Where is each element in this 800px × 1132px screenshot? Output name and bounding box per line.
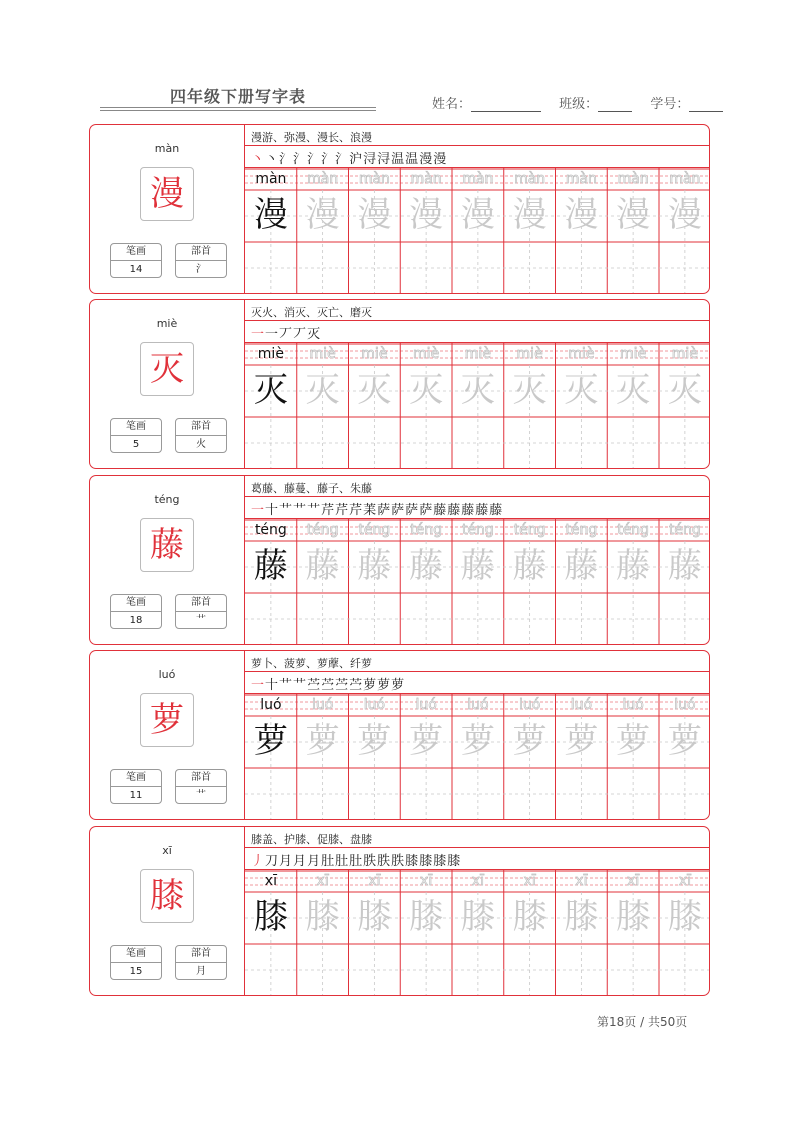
stroke-order-step: 藤 [475, 503, 490, 518]
name-label: 姓名： [432, 97, 472, 112]
cell-pinyin: téng [565, 522, 598, 538]
stroke-order-step: 氵 [321, 152, 336, 167]
cell-pinyin: téng [668, 522, 701, 538]
title-underline [100, 107, 376, 108]
character-info-panel [90, 827, 245, 995]
cell-character: 萝 [564, 721, 599, 761]
radical-label: 部首 [176, 244, 226, 261]
stroke-order-step: 苎 [321, 678, 336, 693]
stroke-order-step: 膝 [405, 854, 420, 869]
stroke-count-box [110, 243, 162, 278]
cell-character: 灭 [357, 370, 392, 410]
cell-pinyin: xī [627, 873, 640, 889]
stroke-order-step: 艹 [293, 503, 308, 518]
stroke-order-step: 十 [265, 503, 280, 518]
stroke-count-label: 笔画 [111, 770, 161, 787]
stroke-order-step: 肚 [349, 854, 364, 869]
radical-value: 艹 [196, 790, 206, 801]
cell-character: 藤 [305, 546, 340, 586]
cell-pinyin: luó [311, 697, 334, 713]
radical-label: 部首 [176, 770, 226, 787]
cell-character: 膝 [305, 897, 340, 937]
radical-value: 月 [196, 966, 206, 977]
cell-character: 萝 [667, 721, 702, 761]
cell-pinyin: miè [309, 346, 336, 362]
cell-pinyin: miè [413, 346, 440, 362]
cell-pinyin: màn [617, 171, 649, 187]
cell-pinyin: xī [575, 873, 588, 889]
cell-character: 灭 [305, 370, 340, 410]
cell-character: 膝 [460, 897, 495, 937]
cell-pinyin: màn [514, 171, 546, 187]
cell-character: 漫 [409, 195, 444, 235]
cell-pinyin: luó [518, 697, 541, 713]
cell-character: 漫 [512, 195, 547, 235]
cell-character: 萝 [357, 721, 392, 761]
stroke-order-step: 藤 [433, 503, 448, 518]
character-info-panel [90, 125, 245, 293]
cell-pinyin: téng [358, 522, 391, 538]
cell-character: 漫 [616, 195, 651, 235]
practice-area [245, 827, 709, 995]
cell-character: 萝 [253, 721, 288, 761]
cell-character: 藤 [357, 546, 392, 586]
cell-pinyin: luó [260, 697, 282, 713]
cell-pinyin: téng [461, 522, 494, 538]
cell-pinyin: luó [674, 697, 696, 713]
character-display-box [140, 869, 194, 923]
cell-character: 膝 [357, 897, 392, 937]
radical-label: 部首 [176, 946, 226, 963]
cell-pinyin: miè [568, 346, 595, 362]
cell-character: 藤 [253, 546, 288, 586]
stroke-order-step: 膝 [433, 854, 448, 869]
stroke-order-step: 苎 [307, 678, 322, 693]
stroke-order-step: 艹 [279, 678, 294, 693]
stroke-order-step: 一 [251, 327, 266, 342]
stroke-order-row [251, 323, 321, 342]
stroke-order-step: 丿 [251, 854, 266, 869]
stroke-order-row [251, 148, 447, 167]
practice-area [245, 476, 709, 644]
stroke-count-label: 笔画 [111, 419, 161, 436]
pinyin-label: luó [158, 668, 176, 681]
stroke-count-box [110, 945, 162, 980]
cell-character: 灭 [512, 370, 547, 410]
cell-character: 膝 [409, 897, 444, 937]
title-underline-double [100, 110, 376, 111]
stroke-order-step: 十 [265, 678, 280, 693]
stroke-order-step: 艹 [293, 678, 308, 693]
page-title: 四年级下册写字表 [169, 87, 306, 106]
stroke-order-step: 萨 [405, 503, 420, 518]
name-input-line[interactable] [471, 97, 541, 112]
stroke-order-step: 萝 [377, 678, 392, 693]
cell-character: 萝 [616, 721, 651, 761]
cell-character: 膝 [616, 897, 651, 937]
stroke-order-step: 藤 [447, 503, 462, 518]
cell-pinyin: miè [671, 346, 698, 362]
character-info-panel [90, 651, 245, 819]
cell-pinyin: téng [617, 522, 650, 538]
cell-pinyin: xī [264, 873, 277, 889]
radical-label: 部首 [176, 595, 226, 612]
cell-pinyin: miè [361, 346, 388, 362]
cell-pinyin: xī [678, 873, 691, 889]
word-examples: 膝盖、护膝、促膝、盘膝 [251, 833, 372, 846]
writing-grid [245, 870, 709, 995]
stroke-count-box [110, 594, 162, 629]
stroke-count-value: 15 [129, 966, 143, 977]
radical-value: 艹 [196, 615, 206, 626]
pinyin-label: miè [156, 317, 178, 330]
stroke-count-label: 笔画 [111, 244, 161, 261]
stroke-order-step: 胅 [377, 854, 392, 869]
cell-character: 灭 [253, 370, 288, 410]
divider [245, 496, 709, 497]
stroke-order-row [251, 674, 405, 693]
stroke-order-step: 萨 [377, 503, 392, 518]
divider [245, 145, 709, 146]
cell-pinyin: téng [410, 522, 443, 538]
stroke-order-step: 一 [251, 678, 266, 693]
cell-pinyin: téng [306, 522, 339, 538]
stroke-count-value: 14 [129, 264, 143, 275]
featured-character: 灭 [150, 349, 184, 389]
cell-character: 萝 [512, 721, 547, 761]
cell-character: 萝 [305, 721, 340, 761]
radical-box [175, 769, 227, 804]
cell-pinyin: màn [358, 171, 390, 187]
cell-pinyin: xī [523, 873, 536, 889]
practice-area [245, 651, 709, 819]
cell-pinyin: màn [669, 171, 701, 187]
writing-grid [245, 343, 709, 468]
page-number: 第18页 / 共50页 [597, 1015, 688, 1029]
cell-pinyin: luó [570, 697, 593, 713]
stroke-order-step: 䒹 [363, 503, 378, 518]
cell-pinyin: xī [368, 873, 381, 889]
character-card [89, 124, 710, 294]
writing-grid [245, 694, 709, 819]
stroke-order-step: 膝 [419, 854, 434, 869]
cell-character: 萝 [409, 721, 444, 761]
cell-character: 藤 [667, 546, 702, 586]
featured-character: 漫 [150, 174, 184, 214]
featured-character: 萝 [150, 700, 184, 740]
cell-character: 灭 [409, 370, 444, 410]
radical-value: 氵 [196, 264, 206, 275]
class-label: 班级： [559, 97, 599, 112]
stroke-order-step: 丶 [265, 152, 280, 167]
stroke-order-step: 氵 [335, 152, 350, 167]
cell-pinyin: luó [363, 697, 386, 713]
stroke-order-step: 温 [405, 152, 420, 167]
radical-box [175, 594, 227, 629]
stroke-order-step: 一 [251, 503, 266, 518]
cell-pinyin: màn [410, 171, 442, 187]
cell-pinyin: xī [420, 873, 433, 889]
stroke-count-value: 11 [129, 790, 143, 801]
cell-character: 灭 [564, 370, 599, 410]
stroke-count-label: 笔画 [111, 595, 161, 612]
writing-grid [245, 168, 709, 293]
cell-pinyin: xī [471, 873, 484, 889]
cell-character: 漫 [357, 195, 392, 235]
radical-box [175, 945, 227, 980]
cell-pinyin: luó [415, 697, 437, 713]
stroke-order-step: 灭 [307, 327, 322, 342]
writing-grid [245, 519, 709, 644]
featured-character: 膝 [150, 876, 184, 916]
stroke-order-step: 芹 [321, 503, 336, 518]
practice-area [245, 300, 709, 468]
stroke-count-label: 笔画 [111, 946, 161, 963]
class-input-line[interactable] [598, 97, 632, 112]
pinyin-label: màn [154, 142, 180, 155]
stroke-order-step: 月 [293, 854, 308, 869]
character-card [89, 650, 710, 820]
stroke-order-step: 刀 [265, 854, 280, 869]
cell-pinyin: xī [316, 873, 329, 889]
character-display-box [140, 167, 194, 221]
stroke-order-step: 膝 [447, 854, 462, 869]
radical-box [175, 243, 227, 278]
cell-pinyin: màn [565, 171, 597, 187]
stroke-order-step: 藤 [489, 503, 504, 518]
stroke-order-step: 萝 [363, 678, 378, 693]
cell-character: 藤 [616, 546, 651, 586]
cell-pinyin: miè [620, 346, 647, 362]
cell-pinyin: luó [622, 697, 644, 713]
stroke-count-box [110, 418, 162, 453]
stroke-order-step: 萝 [391, 678, 406, 693]
stroke-count-value: 5 [132, 439, 140, 450]
stroke-order-step: 一 [265, 327, 280, 342]
pinyin-label: xī [162, 844, 172, 857]
stroke-order-row [251, 499, 503, 518]
pinyin-label: téng [154, 493, 180, 506]
cell-character: 膝 [564, 897, 599, 937]
cell-pinyin: miè [257, 346, 284, 362]
cell-character: 漫 [253, 195, 288, 235]
stroke-order-step: 氵 [279, 152, 294, 167]
stroke-order-step: 漫 [433, 152, 448, 167]
divider [245, 847, 709, 848]
stroke-order-step: 月 [307, 854, 322, 869]
stroke-order-step: 浔 [377, 152, 392, 167]
cell-character: 藤 [409, 546, 444, 586]
cell-character: 膝 [667, 897, 702, 937]
cell-character: 膝 [253, 897, 288, 937]
cell-character: 藤 [512, 546, 547, 586]
radical-box [175, 418, 227, 453]
character-info-panel [90, 300, 245, 468]
stroke-order-step: 艹 [307, 503, 322, 518]
cell-character: 漫 [667, 195, 702, 235]
character-display-box [140, 693, 194, 747]
word-examples: 漫游、弥漫、漫长、浪漫 [251, 131, 372, 144]
id-label: 学号： [650, 97, 690, 112]
cell-pinyin: màn [255, 171, 287, 187]
cell-pinyin: miè [464, 346, 491, 362]
word-examples: 萝卜、菠萝、萝藦、纤萝 [251, 657, 372, 670]
stroke-order-step: 芹 [349, 503, 364, 518]
character-card [89, 299, 710, 469]
character-display-box [140, 518, 194, 572]
stroke-order-step: 苎 [335, 678, 350, 693]
character-card [89, 826, 710, 996]
stroke-count-box [110, 769, 162, 804]
cell-character: 漫 [564, 195, 599, 235]
character-info-panel [90, 476, 245, 644]
stroke-order-step: 丆 [279, 327, 294, 342]
student-info-fields [432, 93, 723, 112]
stroke-order-step: 沪 [349, 152, 364, 167]
cell-pinyin: luó [467, 697, 489, 713]
stroke-order-step: 萨 [419, 503, 434, 518]
stroke-order-step: 萨 [391, 503, 406, 518]
stroke-order-step: 艹 [279, 503, 294, 518]
cell-character: 灭 [616, 370, 651, 410]
radical-label: 部首 [176, 419, 226, 436]
cell-character: 藤 [460, 546, 495, 586]
stroke-order-step: 温 [391, 152, 406, 167]
divider [245, 671, 709, 672]
stroke-order-step: 芹 [335, 503, 350, 518]
cell-pinyin: màn [462, 171, 494, 187]
stroke-order-step: 氵 [293, 152, 308, 167]
character-card [89, 475, 710, 645]
stroke-order-step: 胅 [363, 854, 378, 869]
cell-character: 膝 [512, 897, 547, 937]
divider [245, 320, 709, 321]
character-display-box [140, 342, 194, 396]
cell-character: 灭 [667, 370, 702, 410]
stroke-order-step: 丶 [251, 152, 266, 167]
stroke-count-value: 18 [129, 615, 143, 626]
stroke-order-step: 氵 [307, 152, 322, 167]
cell-pinyin: miè [516, 346, 543, 362]
practice-area [245, 125, 709, 293]
stroke-order-step: 浔 [363, 152, 378, 167]
cell-character: 漫 [460, 195, 495, 235]
stroke-order-step: 月 [279, 854, 294, 869]
stroke-order-step: 胅 [391, 854, 406, 869]
stroke-order-step: 漫 [419, 152, 434, 167]
stroke-order-step: 丆 [293, 327, 308, 342]
cell-character: 藤 [564, 546, 599, 586]
word-examples: 灭火、消灭、灭亡、磨灭 [251, 306, 372, 319]
stroke-order-step: 藤 [461, 503, 476, 518]
stroke-order-step: 苎 [349, 678, 364, 693]
featured-character: 藤 [150, 525, 184, 565]
radical-value: 火 [196, 439, 206, 450]
stroke-order-step: 肚 [321, 854, 336, 869]
page-header [0, 0, 800, 120]
word-examples: 葛藤、藤蔓、藤子、朱藤 [251, 482, 372, 495]
cell-pinyin: màn [307, 171, 339, 187]
id-input-line[interactable] [689, 97, 723, 112]
cell-character: 萝 [460, 721, 495, 761]
cell-pinyin: téng [254, 522, 287, 538]
cell-character: 灭 [460, 370, 495, 410]
stroke-order-step: 肚 [335, 854, 350, 869]
stroke-order-row [251, 850, 461, 869]
cell-pinyin: téng [513, 522, 546, 538]
cell-character: 漫 [305, 195, 340, 235]
